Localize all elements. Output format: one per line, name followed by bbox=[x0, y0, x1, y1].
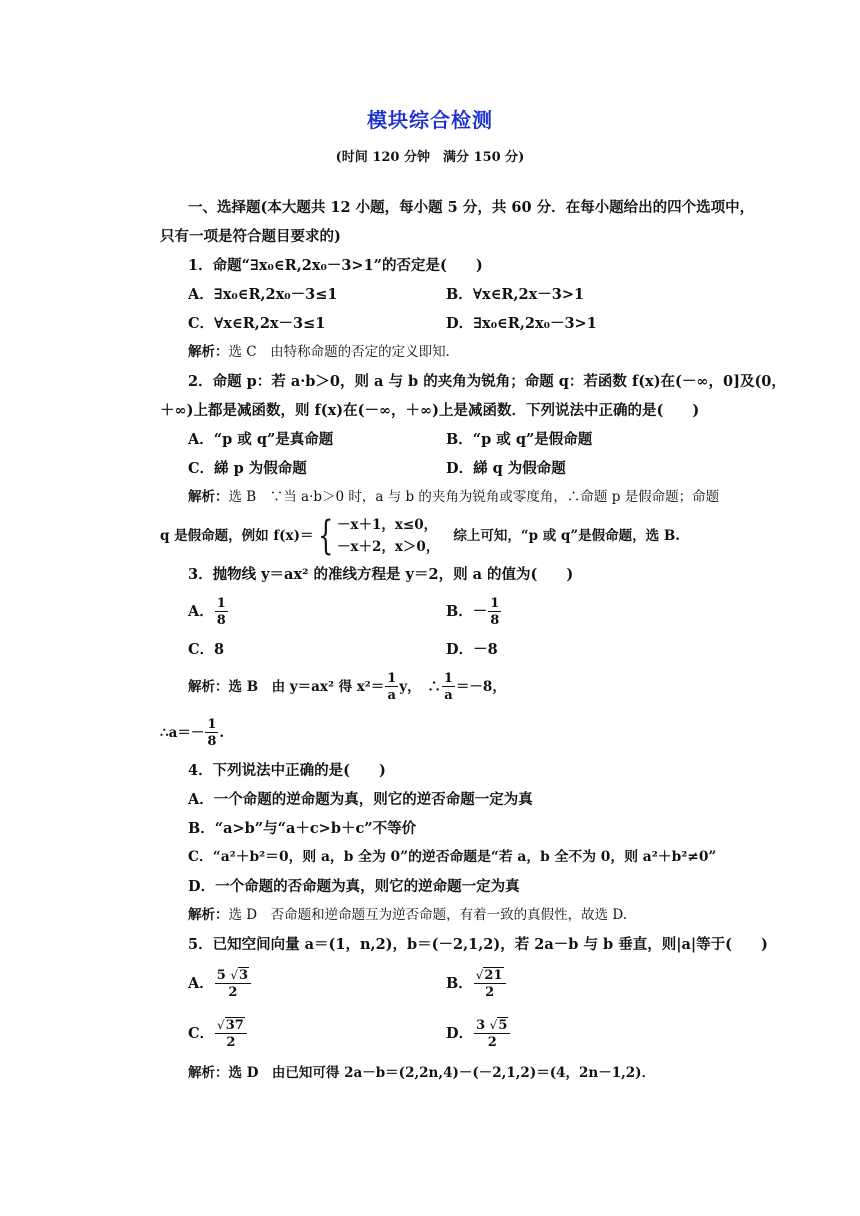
question-1-stem: 1．命题“∃x₀∈R,2x₀－3>1”的否定是( ) bbox=[188, 257, 483, 274]
question-2-analysis bbox=[160, 483, 740, 512]
question-3-options-ab bbox=[160, 589, 740, 635]
question-5-stem: 5．已知空间向量 a＝(1，n,2)，b＝(－2,1,2)，若 2a－b 与 b 垂直，则|a|等于( ) bbox=[188, 936, 768, 953]
piecewise-function bbox=[313, 514, 439, 558]
option-c: C．8 bbox=[188, 641, 225, 658]
question-2-options-cd bbox=[160, 454, 740, 483]
page-subtitle: (时间 120 分钟 满分 150 分) bbox=[335, 150, 525, 165]
analysis-text: 选 D 否命题和逆命题互为逆否命题，有着一致的真假性，故选 D. bbox=[228, 907, 628, 923]
case-1: －x＋1，x≤0， bbox=[336, 517, 438, 533]
question-4-analysis bbox=[160, 901, 740, 930]
question-5-options-cd bbox=[160, 1009, 740, 1059]
analysis-label: 解析： bbox=[188, 678, 229, 695]
question-5-options-ab bbox=[160, 959, 740, 1009]
question-3-analysis: 解析： 选 B 由 y＝ax² 得 x²＝ $\frac{1}{a}$ y， ∴ $\frac{1}{a}$ ＝－8， bbox=[188, 671, 506, 703]
page-title: 模块综合检测 bbox=[367, 108, 493, 132]
question-5-analysis bbox=[160, 1059, 740, 1088]
option-a: A．一个命题的逆命题为真，则它的逆否命题一定为真 bbox=[188, 791, 533, 808]
option-b: B．“a>b”与“a＋c>b＋c”不等价 bbox=[188, 820, 417, 837]
question-4-stem: 4．下列说法中正确的是( ) bbox=[188, 762, 386, 779]
analysis-label: 解析： bbox=[188, 1065, 229, 1081]
analysis-text: 选 D 由已知可得 2a－b＝(2,2n,4)－(－2,1,2)＝(4，2n－1,2)． bbox=[228, 1065, 656, 1081]
question-2-stem: 2．命题 p：若 a·b＞0，则 a 与 b 的夹角为锐角；命题 q：若函数 f(x)在(－∞，0]及(0， bbox=[188, 373, 786, 390]
option-c: C． $\frac{√37}{2}$ bbox=[188, 1019, 446, 1049]
analysis-text: 选 C 由特称命题的否定的定义即知． bbox=[228, 344, 460, 360]
question-3-analysis-cont: ∴a＝－ $\frac{1}{8}$ . bbox=[160, 717, 225, 749]
document-body bbox=[160, 193, 786, 1088]
question-1-analysis bbox=[160, 338, 740, 367]
fraction: $\frac{1}{8}$ bbox=[207, 717, 217, 749]
option-d: D．綈 q 为假命题 bbox=[446, 460, 566, 477]
question-2-options-ab bbox=[160, 425, 740, 454]
option-a: A． $\frac{5 √3}{2}$ bbox=[188, 969, 446, 999]
question-3-stem: 3．抛物线 y＝ax² 的准线方程是 y＝2，则 a 的值为( ) bbox=[188, 566, 574, 583]
question-2-stem-cont: ＋∞)上都是减函数，则 f(x)在(－∞，＋∞)上是减函数．下列说法中正确的是( ) bbox=[160, 402, 700, 419]
option-c: C．“a²＋b²＝0，则 a，b 全为 0”的逆否命题是“若 a，b 全不为 0，则 a²＋b²≠0” bbox=[188, 849, 717, 865]
section-heading: 一、选择题(本大题共 12 小题，每小题 5 分，共 60 分．在每小题给出的四个选项中， bbox=[188, 199, 755, 216]
option-a: A． $\frac{1}{8}$ bbox=[188, 596, 226, 628]
option-b: B．“p 或 q”是假命题 bbox=[446, 431, 593, 448]
analysis-label: 解析： bbox=[188, 344, 229, 360]
fraction: $\frac{1}{a}$ bbox=[387, 671, 397, 703]
fraction: $\frac{1}{a}$ bbox=[443, 671, 453, 703]
analysis-label: 解析： bbox=[188, 489, 229, 505]
analysis-text: 综上可知，“p 或 q”是假命题，选 B. bbox=[453, 527, 680, 544]
analysis-label: 解析： bbox=[188, 907, 229, 923]
case-2: －x＋2，x＞0， bbox=[336, 539, 440, 555]
option-a: A．∃x₀∈R,2x₀－3≤1 bbox=[188, 286, 338, 303]
analysis-text: q 是假命题，例如 f(x)＝ bbox=[160, 527, 314, 544]
option-d: D．一个命题的否命题为真，则它的逆命题一定为真 bbox=[188, 878, 520, 895]
analysis-text: 选 B ∵当 a·b＞0 时，a 与 b 的夹角为锐角或零度角，∴命题 p 是假命题；命题 bbox=[228, 489, 720, 505]
option-a: A．“p 或 q”是真命题 bbox=[188, 431, 334, 448]
section-heading-cont: 只有一项是符合题目要求的) bbox=[160, 228, 341, 245]
left-brace: { bbox=[318, 513, 334, 559]
option-d: D．－8 bbox=[446, 641, 498, 658]
option-b: B．－ $\frac{1}{8}$ bbox=[446, 596, 500, 628]
option-c: C．∀x∈R,2x－3≤1 bbox=[188, 315, 326, 332]
option-d: D． $\frac{3 √5}{2}$ bbox=[446, 1019, 511, 1049]
question-1-options-ab bbox=[160, 280, 740, 309]
option-c: C．綈 p 为假命题 bbox=[188, 460, 307, 477]
question-1-options-cd bbox=[160, 309, 740, 338]
option-d: D．∃x₀∈R,2x₀－3>1 bbox=[446, 315, 597, 332]
option-b: B．∀x∈R,2x－3>1 bbox=[446, 286, 585, 303]
question-2-analysis-cont bbox=[160, 512, 740, 560]
option-b: B． $\frac{√21}{2}$ bbox=[446, 969, 507, 999]
question-3-options-cd bbox=[160, 635, 740, 664]
